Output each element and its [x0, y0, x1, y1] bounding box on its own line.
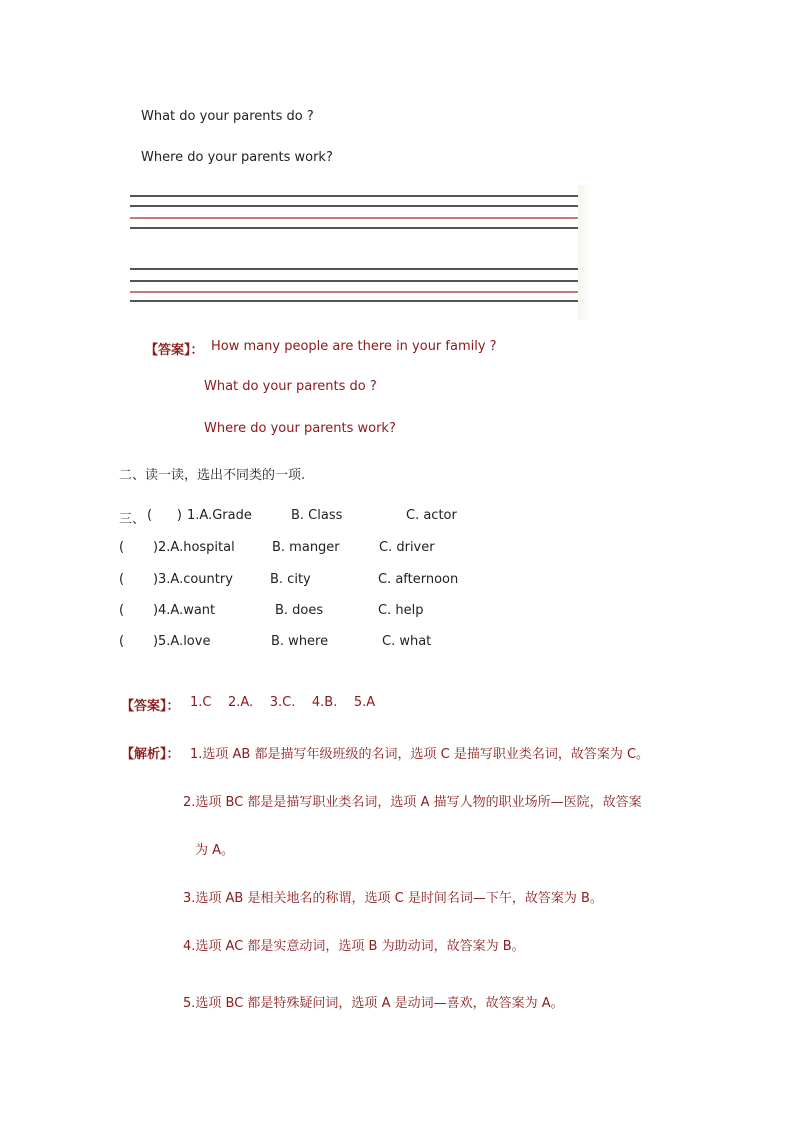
choice-3-b: B. city: [270, 572, 311, 587]
question-parents-do: What do your parents do ?: [141, 109, 314, 124]
answer-line-2: What do your parents do ?: [204, 379, 377, 394]
choice-5-a: 5.A.love: [158, 634, 211, 649]
choice-5-c: C. what: [382, 634, 432, 649]
choice-1-b: B. Class: [291, 508, 343, 523]
choice-2-a: 2.A.hospital: [158, 540, 235, 555]
decorative-image-edge: [578, 185, 592, 320]
answer-label: 【答案】：: [145, 343, 204, 358]
choice-4-paren: ( ): [119, 603, 159, 618]
explanation-item-5: 5.选项 BC 都是特殊疑问词，选项 A 是动词—喜欢，故答案为 A。: [183, 996, 564, 1011]
explanation-item-2: 2.选项 BC 都是是描写职业类名词，选项 A 描写人物的职业场所—医院，故答案: [183, 795, 642, 810]
answer-line-1: How many people are there in your family ?: [211, 339, 497, 354]
answer-2-label: 【答案】：: [121, 699, 180, 714]
section-3-prefix: 三、: [119, 512, 146, 527]
explanation-item-2-cont: 为 A。: [195, 843, 235, 858]
choice-5-paren: ( ): [119, 634, 159, 649]
choice-1-a: 1.A.Grade: [187, 508, 252, 523]
explanation-item-3: 3.选项 AB 是相关地名的称谓，选项 C 是时间名词—下午，故答案为 B。: [183, 891, 603, 906]
choice-5-b: B. where: [271, 634, 329, 649]
choice-2-c: C. driver: [379, 540, 435, 555]
explanation-item-1: 1.选项 AB 都是描写年级班级的名词，选项 C 是描写职业类名词，故答案为 C。: [190, 747, 650, 762]
answer-2-text: 1.C 2.A. 3.C. 4.B. 5.A: [190, 695, 376, 710]
explanation-label: 【解析】：: [121, 747, 180, 762]
choice-1-c: C. actor: [406, 508, 457, 523]
answer-line-3: Where do your parents work?: [204, 421, 396, 436]
choice-4-c: C. help: [378, 603, 424, 618]
section-2-title: 二、读一读，选出不同类的一项.: [119, 468, 306, 483]
question-parents-work: Where do your parents work?: [141, 150, 333, 165]
choice-2-paren: ( ): [119, 540, 159, 555]
writing-lines-2: [130, 268, 578, 308]
choice-4-b: B. does: [275, 603, 324, 618]
choice-3-paren: ( ): [119, 572, 159, 587]
choice-1-paren: ( ): [147, 508, 182, 523]
choice-3-a: 3.A.country: [158, 572, 233, 587]
explanation-item-4: 4.选项 AC 都是实意动词，选项 B 为助动词，故答案为 B。: [183, 939, 525, 954]
choice-4-a: 4.A.want: [158, 603, 216, 618]
writing-lines-1: [130, 195, 578, 235]
choice-3-c: C. afternoon: [378, 572, 459, 587]
choice-2-b: B. manger: [272, 540, 340, 555]
